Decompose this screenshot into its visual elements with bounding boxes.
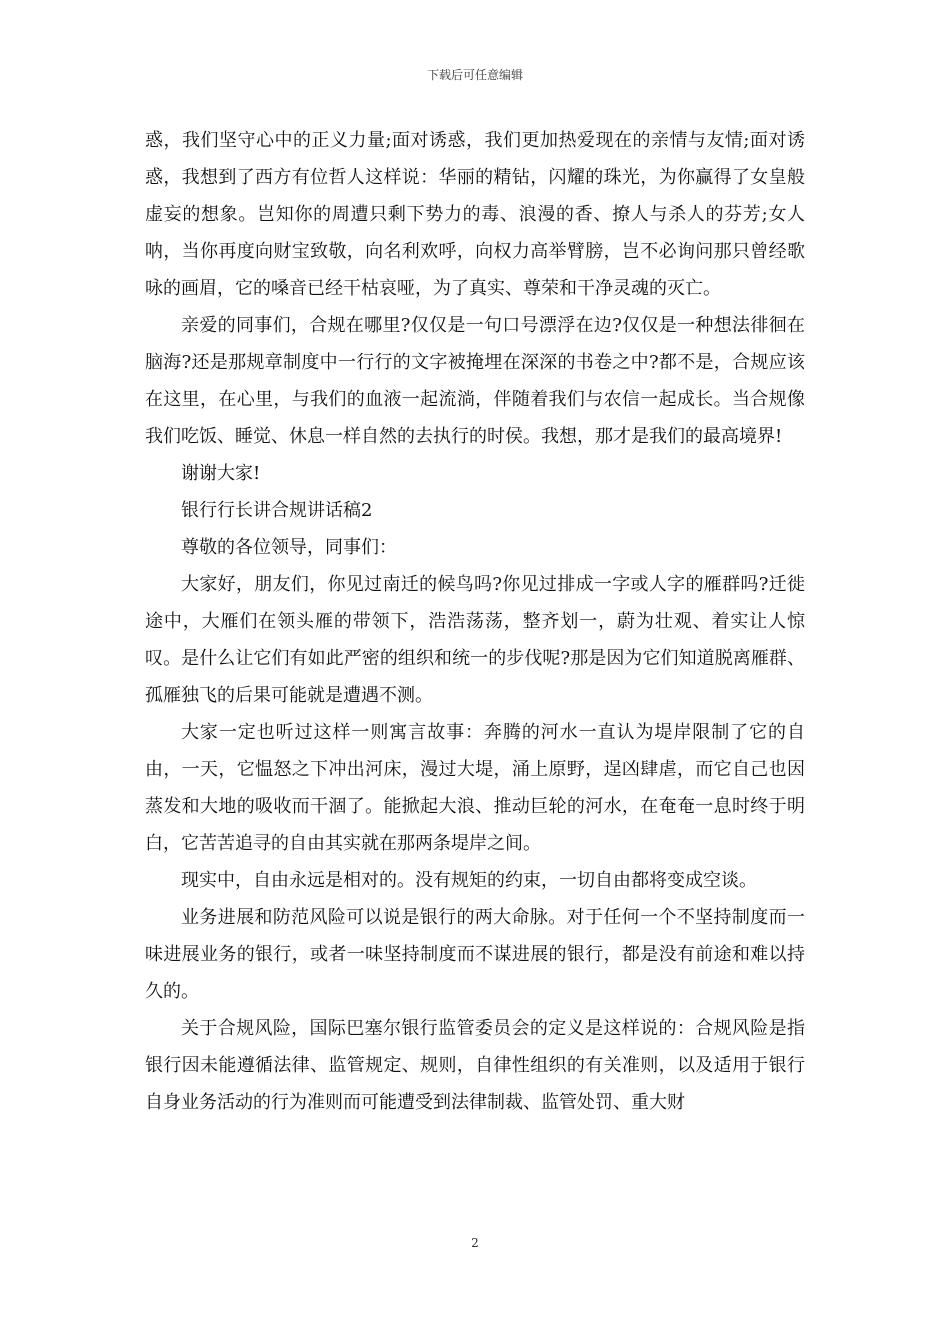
section-title: 银行行长讲合规讲话稿2 — [181, 500, 373, 521]
paragraph: 业务进展和防范风险可以说是银行的两大命脉。对于任何一个不坚持制度而一味进展业务的银行，或者一味坚持制度而不谋进展的银行，都是没有前途和难以持久的。 — [145, 907, 805, 1002]
page-header: 下载后可任意编辑 — [426, 68, 523, 82]
paragraph: 惑，我们坚守心中的正义力量;面对诱惑，我们更加热爱现在的亲情与友情;面对诱惑，我想到了西方有位哲人这样说：华丽的精钻，闪耀的珠光，为你赢得了女皇般虚妄的想象。岂知你的周遭只剩下势力的毒、浪漫的香、撩人与杀人的芬芳;女人呐，当你再度向财宝致敬，向名利欢呼，向权力高举臂膀，岂不必询问那只曾经歌咏的画眉，它的嗓音已经干枯哀哑，为了真实、尊荣和干净灵魂的灭亡。 — [145, 130, 805, 299]
paragraph: 亲爱的同事们，合规在哪里?仅仅是一句口号漂浮在边?仅仅是一种想法徘徊在脑海?还是那规章制度中一行行的文字被掩埋在深深的书卷之中?都不是，合规应该在这里，在心里，与我们的血液一起流淌，伴随着我们与农信一起成长。当合规像我们吃饭、睡觉、休息一样自然的去执行的时侯。我想，那才是我们的最高境界! — [145, 315, 805, 447]
paragraph: 大家好，朋友们，你见过南迁的候鸟吗?你见过排成一字或人字的雁群吗?迁徙途中，大雁们在领头雁的带领下，浩浩荡荡，整齐划一，蔚为壮观、着实让人惊叹。是什么让它们有如此严密的组织和统一的步伐呢?那是因为它们知道脱离雁群、孤雁独飞的后果可能就是遭遇不测。 — [145, 574, 805, 706]
salutation: 尊敬的各位领导，同事们： — [181, 537, 397, 558]
paragraph: 现实中，自由永远是相对的。没有规矩的约束，一切自由都将变成空谈。 — [181, 870, 757, 891]
paragraph: 大家一定也听过这样一则寓言故事：奔腾的河水一直认为堤岸限制了它的自由，一天，它愠怒之下冲出河床，漫过大堤，涌上原野，逞凶肆虐，而它自己也因蒸发和大地的吸收而干涸了。能掀起大浪、推动巨轮的河水，在奄奄一息时终于明白，它苦苦追寻的自由其实就在那两条堤岸之间。 — [145, 722, 805, 854]
paragraph: 关于合规风险，国际巴塞尔银行监管委员会的定义是这样说的：合规风险是指银行因未能遵循法律、监管规定、规则，自律性组织的有关准则，以及适用于银行自身业务活动的行为准则而可能遭受到法律制裁、监管处罚、重大财 — [145, 1018, 805, 1113]
paragraph: 谢谢大家! — [181, 463, 261, 484]
page-number: 2 — [471, 1236, 479, 1250]
body-text — [145, 122, 805, 1121]
